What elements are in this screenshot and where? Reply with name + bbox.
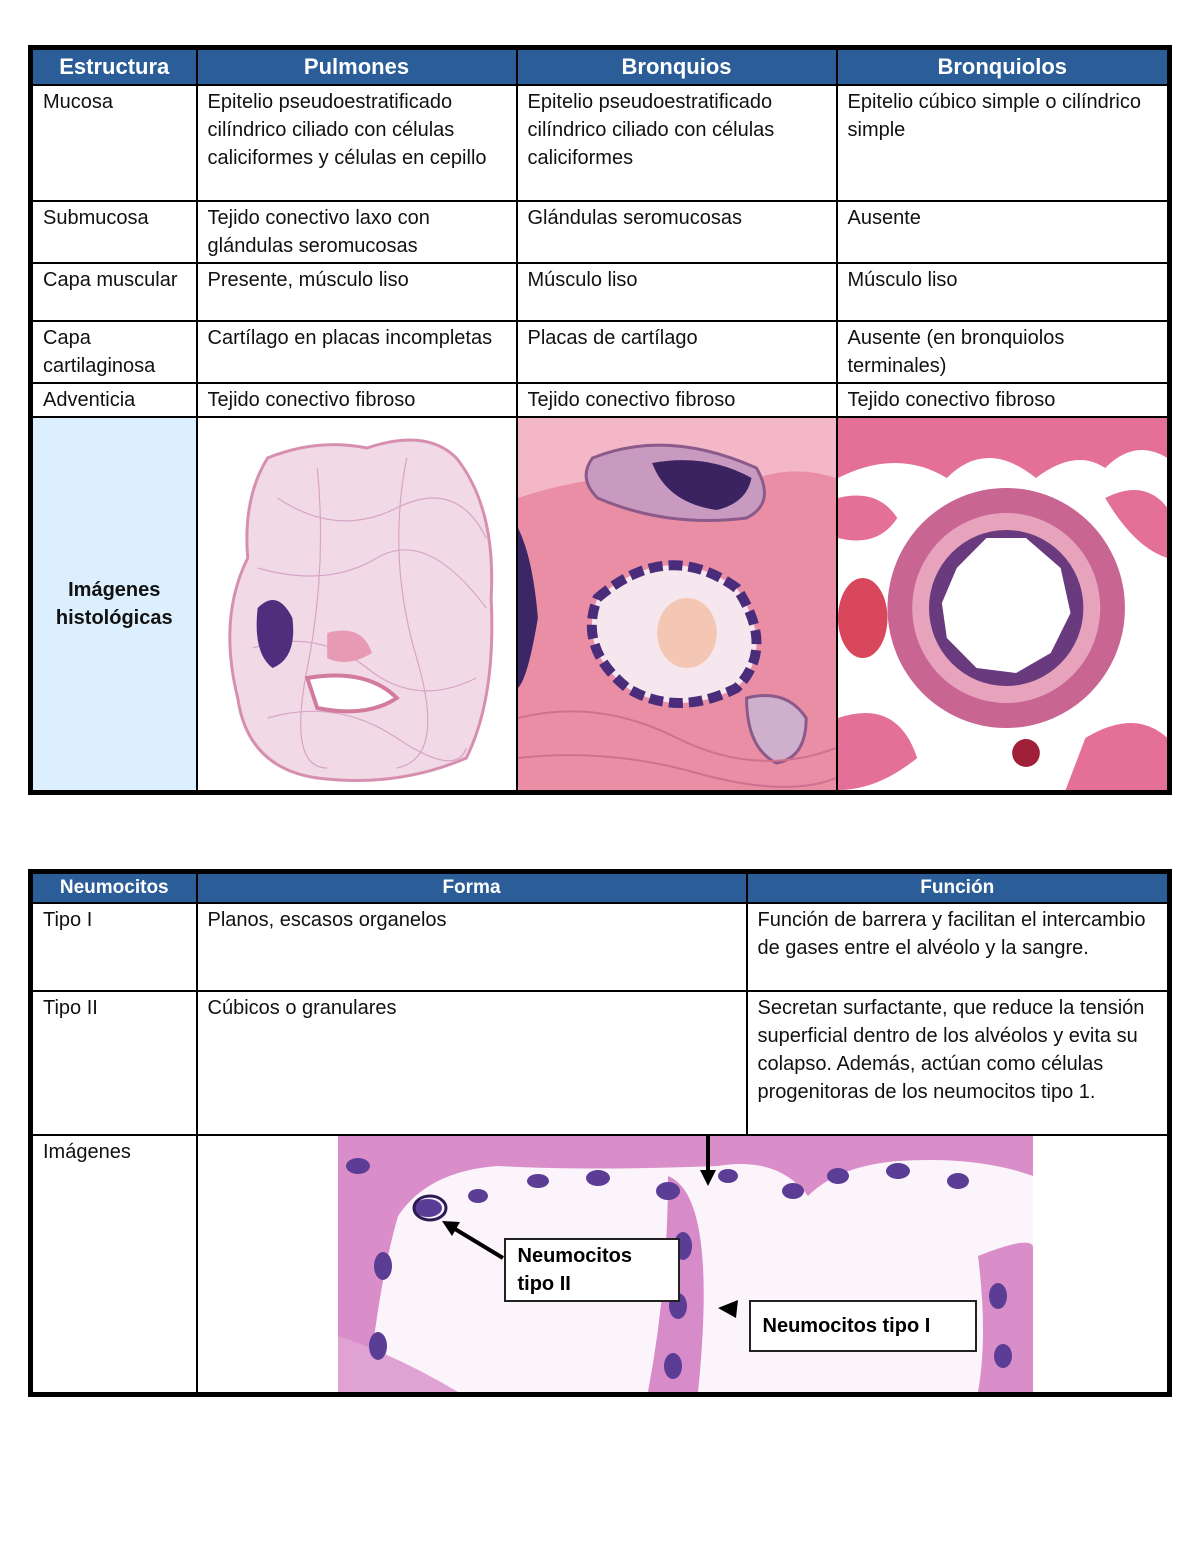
- row-label: Capa cartilaginosa: [31, 321, 197, 383]
- cell-pulmones: Epitelio pseudoestratificado cilíndrico ciliado con células caliciformes y células en cepillo: [197, 85, 517, 201]
- callout-neumocitos-tipo-i: Neumocitos tipo I: [749, 1300, 977, 1352]
- header-funcion: Función: [747, 872, 1170, 904]
- header-neumocitos: Neumocitos: [31, 872, 197, 904]
- structures-table: [28, 45, 1172, 795]
- pneumocyte-image-cell: [197, 1135, 1170, 1395]
- cell-bronquiolos: Ausente (en bronquiolos terminales): [837, 321, 1170, 383]
- alveolar-histology-image: [338, 1136, 1033, 1392]
- cell-bronquios: Epitelio pseudoestratificado cilíndrico ciliado con células caliciformes: [517, 85, 837, 201]
- row-label: Tipo I: [31, 903, 197, 991]
- table-row: [31, 903, 1170, 991]
- cell-bronquios: Placas de cartílago: [517, 321, 837, 383]
- header-bronquiolos: Bronquiolos: [837, 48, 1170, 86]
- table-row: [31, 85, 1170, 201]
- callout-neumocitos-tipo-ii: Neumocitos tipo II: [504, 1238, 680, 1302]
- row-label: Adventicia: [31, 383, 197, 417]
- cell-pulmones: Cartílago en placas incompletas: [197, 321, 517, 383]
- header-bronquios: Bronquios: [517, 48, 837, 86]
- cell-bronquiolos: Ausente: [837, 201, 1170, 263]
- cell-pulmones: Tejido conectivo fibroso: [197, 383, 517, 417]
- table-row: [31, 321, 1170, 383]
- table-row: [31, 383, 1170, 417]
- pneumocytes-table: [28, 869, 1172, 1397]
- lung-histology-image: [197, 417, 517, 793]
- cell-forma: Cúbicos o granulares: [197, 991, 747, 1135]
- bronchiole-histology-image: [837, 417, 1170, 793]
- images-label: Imágenes: [31, 1135, 197, 1395]
- images-label: Imágenes histológicas: [31, 417, 197, 793]
- header-pulmones: Pulmones: [197, 48, 517, 86]
- row-label: Mucosa: [31, 85, 197, 201]
- table-row: [31, 991, 1170, 1135]
- row-label: Tipo II: [31, 991, 197, 1135]
- cell-funcion: Secretan surfactante, que reduce la tensión superficial dentro de los alvéolos y evita su colapso. Además, actúan como células progenitoras de los neumocitos tipo 1.: [747, 991, 1170, 1135]
- table-header-row: [31, 872, 1170, 904]
- row-label: Capa muscular: [31, 263, 197, 321]
- table-row: [31, 201, 1170, 263]
- cell-bronquiolos: Epitelio cúbico simple o cilíndrico simple: [837, 85, 1170, 201]
- images-row: [31, 1135, 1170, 1395]
- bronchus-histology-image: [517, 417, 837, 793]
- row-label: Submucosa: [31, 201, 197, 263]
- cell-bronquiolos: Músculo liso: [837, 263, 1170, 321]
- images-row: [31, 417, 1170, 793]
- header-estructura: Estructura: [31, 48, 197, 86]
- cell-pulmones: Tejido conectivo laxo con glándulas seromucosas: [197, 201, 517, 263]
- cell-pulmones: Presente, músculo liso: [197, 263, 517, 321]
- cell-bronquios: Tejido conectivo fibroso: [517, 383, 837, 417]
- cell-bronquiolos: Tejido conectivo fibroso: [837, 383, 1170, 417]
- cell-bronquios: Músculo liso: [517, 263, 837, 321]
- cell-forma: Planos, escasos organelos: [197, 903, 747, 991]
- cell-funcion: Función de barrera y facilitan el intercambio de gases entre el alvéolo y la sangre.: [747, 903, 1170, 991]
- table-header-row: [31, 48, 1170, 86]
- header-forma: Forma: [197, 872, 747, 904]
- cell-bronquios: Glándulas seromucosas: [517, 201, 837, 263]
- table-row: [31, 263, 1170, 321]
